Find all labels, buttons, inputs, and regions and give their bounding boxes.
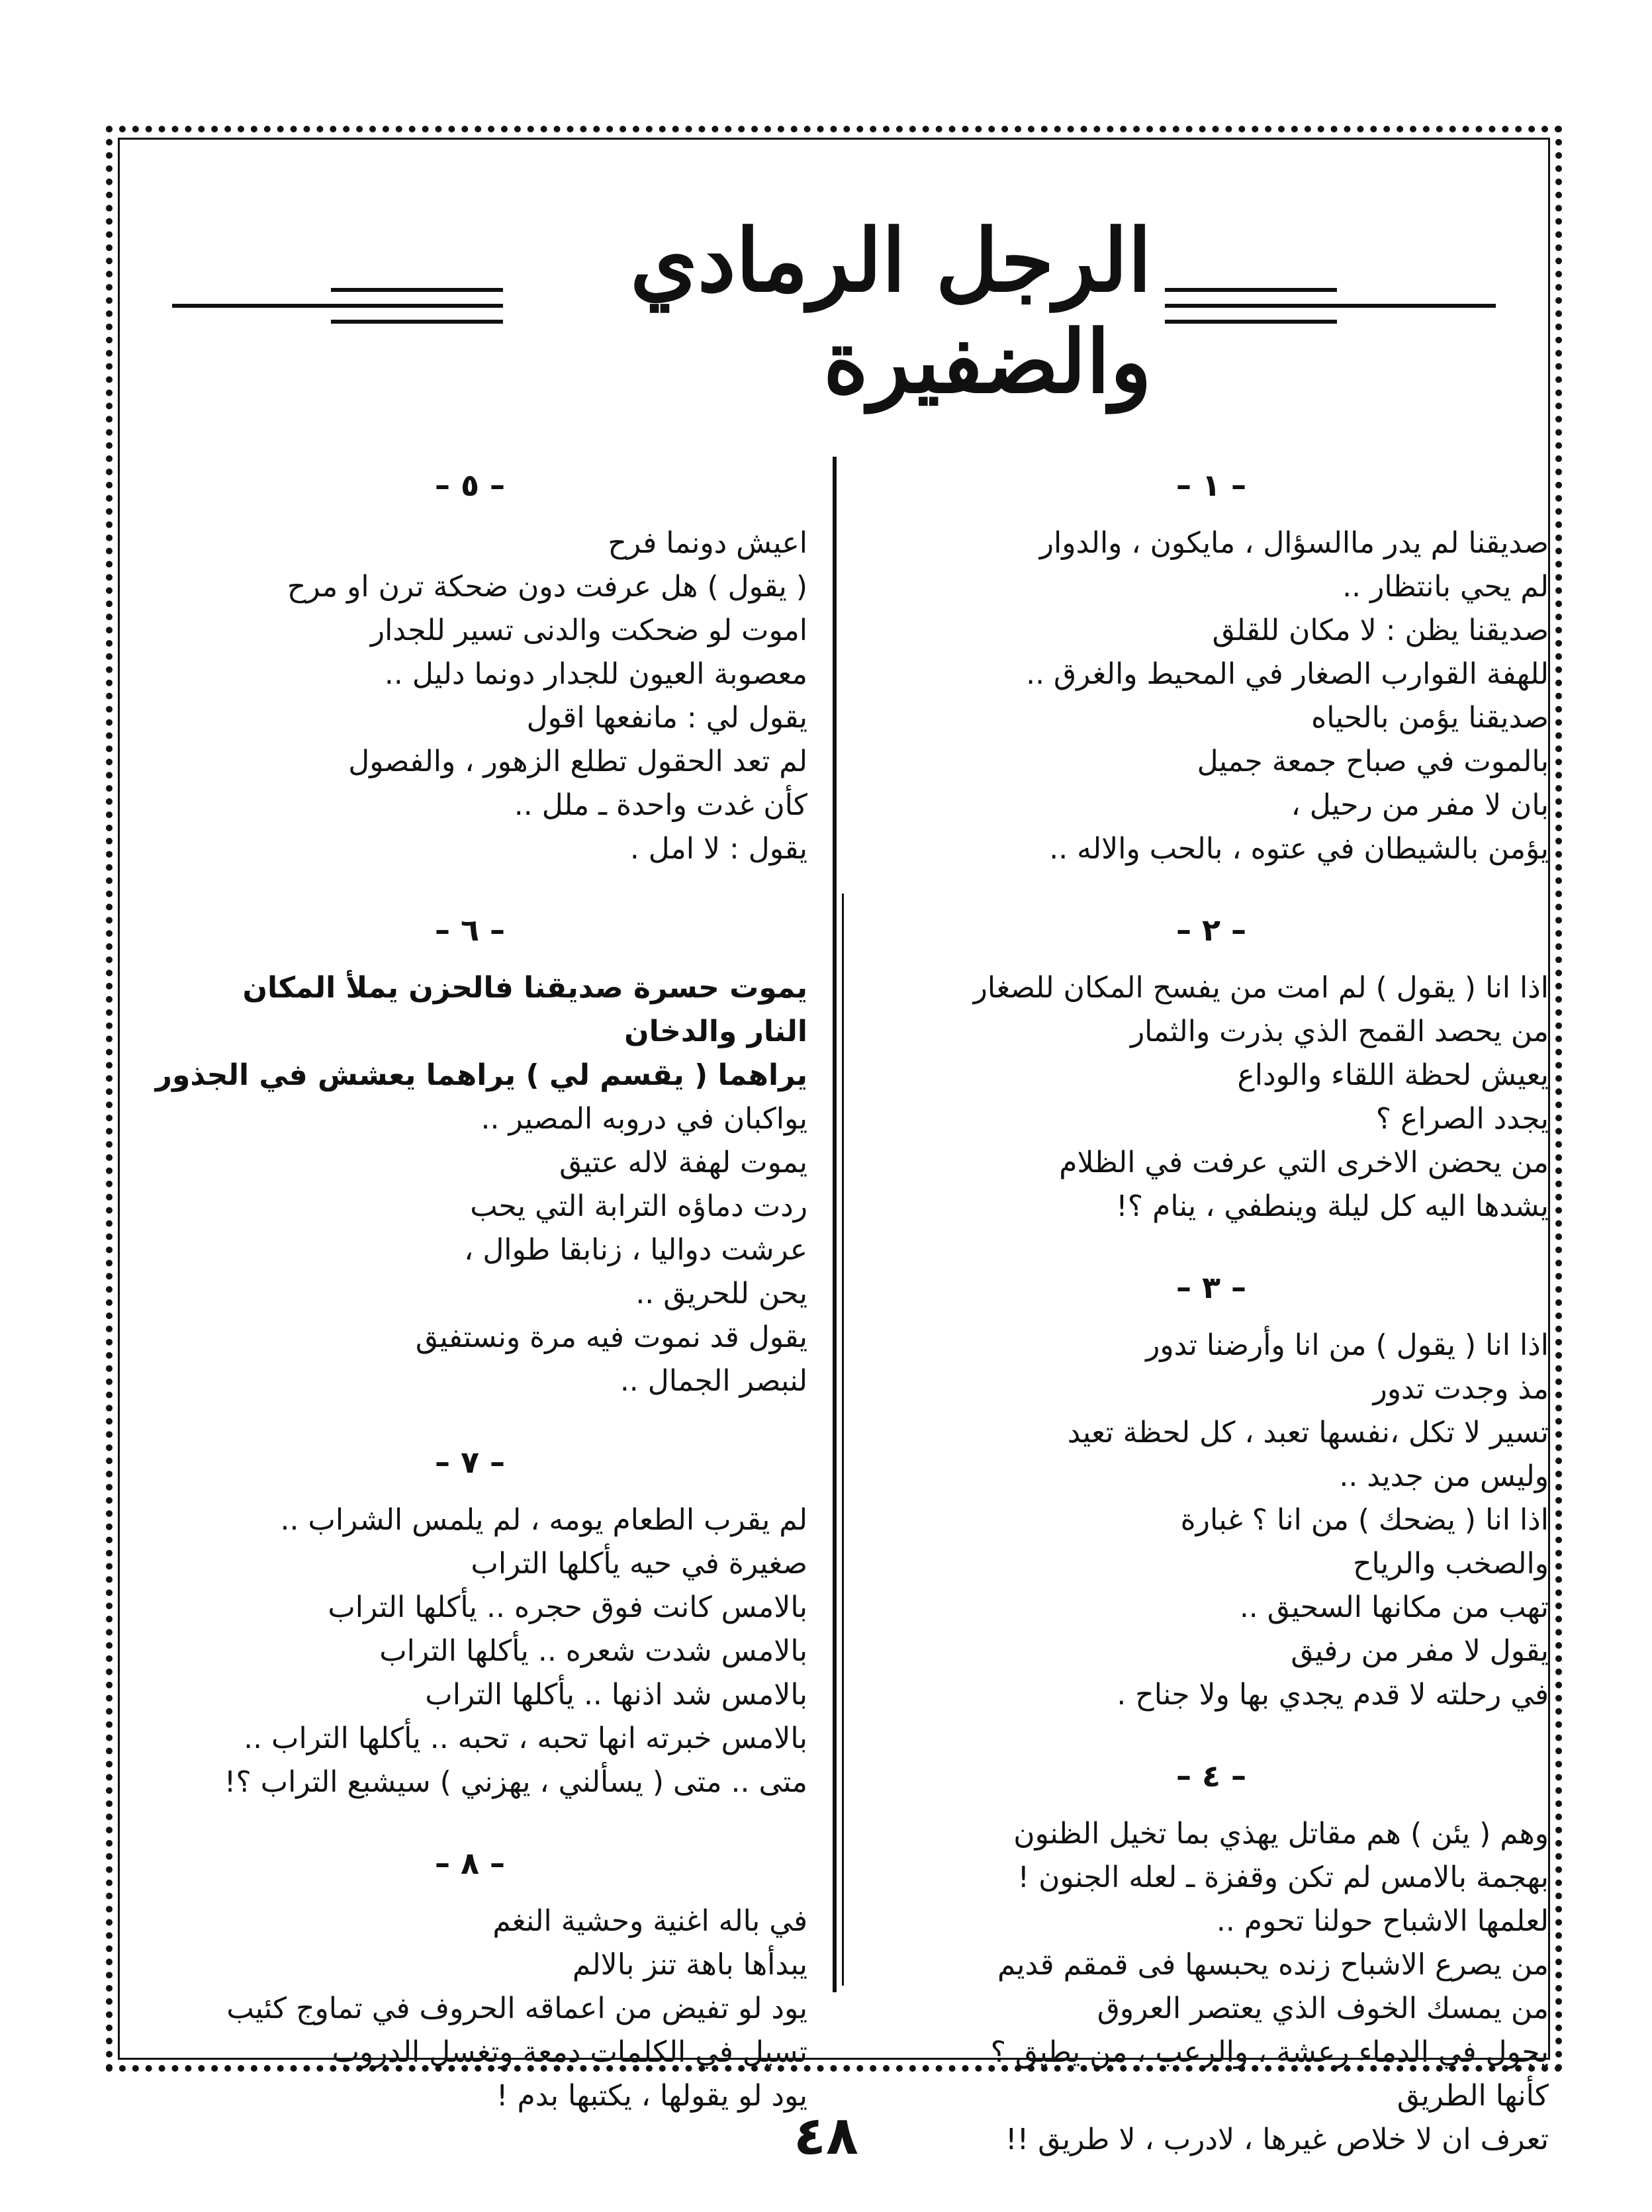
verse-line: صديقنا يؤمن بالحياه [1311, 701, 1549, 735]
verse-line: كأن غدت واحدة ـ ملل .. [514, 788, 807, 822]
verse-line: اموت لو ضحكت والدنى تسير للجدار [370, 614, 807, 647]
section-number: – ٥ – [434, 467, 506, 503]
section-7 [132, 1440, 807, 1804]
verse-line: ردت دماؤه الترابة التي يحب [470, 1189, 807, 1223]
verse-line: يعيش لحظة اللقاء والوداع [1237, 1058, 1549, 1092]
verse-line: اذا انا ( يقول ) لم امت من يفسح المكان للصغار [973, 971, 1549, 1005]
verse-line: تعرف ان لا خلاص غيرها ، لادرب ، لا طريق !! [1005, 2123, 1549, 2156]
verse-line: بالموت في صباح جمعة جميل [1197, 745, 1549, 778]
verse-line: يجول في الدماء رعشة ، والرعب ، من يطيق ؟ [990, 2035, 1549, 2069]
section-number: – ٦ – [434, 912, 506, 948]
page-number: ٤٨ [794, 2105, 858, 2166]
section-6 [132, 908, 807, 1403]
verse-line: في رحلته لا قدم يجدي بها ولا جناح . [1117, 1678, 1549, 1712]
verse-line: يؤمن بالشيطان في عتوه ، بالحب والاله .. [1049, 832, 1549, 866]
verse-line: اذا انا ( يضحك ) من انا ؟ غبارة [1180, 1503, 1549, 1537]
section-number: – ٣ – [1175, 1269, 1247, 1305]
verse-line: بالامس كانت فوق حجره .. يأكلها التراب [328, 1590, 807, 1624]
section-number: – ٧ – [434, 1444, 506, 1480]
verse-line: بالامس خبرته انها تحبه ، تحبه .. يأكلها التراب .. [244, 1722, 807, 1755]
verse-line: بالامس شد اذنها .. يأكلها التراب [425, 1678, 807, 1712]
verse-line: تسيل في الكلمات دمعة وتغسل الدروب [332, 2035, 807, 2069]
verse-line: يقول لي : مانفعها اقول [526, 701, 807, 735]
verse-line: ( يقول ) هل عرفت دون ضحكة ترن او مرح [287, 570, 807, 604]
verse-line: يموت لهفة لاله عتيق [559, 1146, 807, 1179]
verse-line: لم يقرب الطعام يومه ، لم يلمس الشراب .. [280, 1503, 807, 1537]
section-number: – ٢ – [1175, 912, 1247, 948]
section-number: – ١ – [1175, 467, 1247, 503]
verse-line: يموت حسرة صديقنا فالحزن يملأ المكان [242, 971, 807, 1005]
verse-line: بهجمة بالامس لم تكن وقفزة ـ لعله الجنون ! [1017, 1861, 1549, 1894]
section-1 [874, 463, 1549, 871]
section-number: – ٤ – [1175, 1758, 1247, 1794]
verse-line: من يحضن الاخرى التي عرفت في الظلام [1059, 1146, 1549, 1179]
verse-line: النار والدخان [624, 1015, 807, 1048]
verse-line: لعلمها الاشباح حولنا تحوم .. [1216, 1904, 1549, 1938]
verse-line: كأنها الطريق [1397, 2079, 1549, 2113]
left-column [132, 457, 807, 2155]
verse-line: والصخب والرياح [1353, 1547, 1549, 1581]
section-2 [874, 908, 1549, 1228]
title-banner [172, 210, 1496, 417]
verse-line: يود لو يقولها ، يكتبها بدم ! [496, 2079, 807, 2113]
verse-line: لم تعد الحقول تطلع الزهور ، والفصول [348, 745, 807, 778]
verse-line: وليس من جديد .. [1339, 1459, 1549, 1493]
verse-line: مذ وجدت تدور [1373, 1372, 1549, 1406]
title-rule-left [172, 288, 503, 336]
column-divider [833, 457, 837, 1992]
verse-line: لنبصر الجمال .. [620, 1364, 807, 1398]
verse-line: عرشت دواليا ، زنابقا طوال ، [464, 1233, 807, 1267]
verse-line: من يمسك الخوف الذي يعتصر العروق [1097, 1992, 1549, 2025]
verse-line: معصوبة العيون للجدار دونما دليل .. [384, 657, 807, 691]
verse-line: يبدأها باهة تنز بالالم [572, 1948, 807, 1982]
poem-title: الرجل الرمادي والضفيرة [630, 210, 1152, 412]
verse-line: يحن للحريق .. [635, 1277, 807, 1311]
title-rule-right [1165, 288, 1496, 336]
verse-line: تسير لا تكل ،نفسها تعبد ، كل لحظة تعيد [1067, 1416, 1549, 1450]
verse-line: بان لا مفر من رحيل ، [1291, 788, 1549, 822]
verse-line: صديقنا يظن : لا مكان للقلق [1212, 614, 1549, 647]
verse-line: لم يحي بانتظار .. [1342, 570, 1549, 604]
section-number: – ٨ – [434, 1845, 506, 1881]
verse-line: صديقنا لم يدر ماالسؤال ، مايكون ، والدوار [1039, 526, 1549, 560]
verse-line: اذا انا ( يقول ) من انا وأرضنا تدور [1146, 1328, 1549, 1362]
verse-line: تهب من مكانها السحيق .. [1239, 1590, 1549, 1624]
verse-line: بالامس شدت شعره .. يأكلها التراب [379, 1634, 807, 1668]
verse-line: يقول : لا امل . [629, 832, 807, 866]
verse-line: متى .. متى ( يسألني ، يهزني ) سيشبع التراب ؟! [224, 1765, 807, 1799]
verse-line: للهفة القوارب الصغار في المحيط والغرق .. [1026, 657, 1549, 691]
section-8 [132, 1841, 807, 2118]
verse-line: اعيش دونما فرح [608, 526, 807, 560]
verse-line: يواكبان في دروبه المصير .. [481, 1102, 807, 1136]
column-divider-secondary [842, 894, 844, 1986]
verse-line: وهم ( يئن ) هم مقاتل يهذي بما تخيل الظنون [1013, 1817, 1549, 1851]
verse-line: يقول قد نموت فيه مرة ونستفيق [415, 1320, 807, 1354]
verse-line: يود لو تفيض من اعماقه الحروف في تماوج كئيب [226, 1992, 807, 2025]
verse-line: صغيرة في حيه يأكلها التراب [471, 1547, 807, 1581]
section-4 [874, 1754, 1549, 2162]
verse-line: يشدها اليه كل ليلة وينطفي ، ينام ؟! [1116, 1189, 1549, 1223]
verse-line: يقول لا مفر من رفيق [1291, 1634, 1549, 1668]
section-3 [874, 1266, 1549, 1717]
right-column [874, 457, 1549, 2199]
verse-line: من يصرع الاشباح زنده يحبسها فى قمقم قديم [997, 1948, 1549, 1982]
verse-line: في باله اغنية وحشية النغم [492, 1904, 807, 1938]
section-5 [132, 463, 807, 871]
verse-line: من يحصد القمح الذي بذرت والثمار [1130, 1015, 1549, 1048]
verse-line: يراهما ( يقسم لي ) يراهما يعشش في الجذور [155, 1058, 807, 1092]
verse-line: يجدد الصراع ؟ [1375, 1102, 1549, 1136]
